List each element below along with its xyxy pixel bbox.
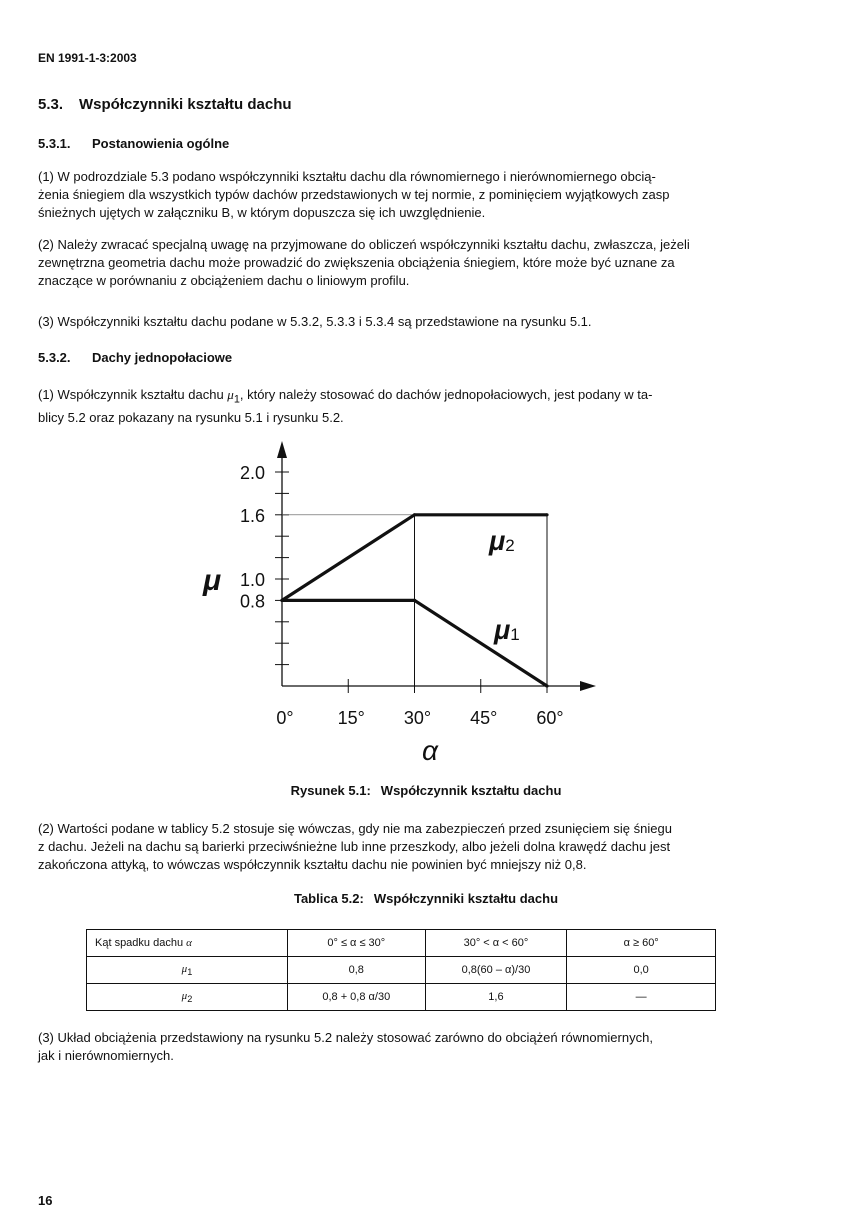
paragraph-line: (3) Układ obciążenia przedstawiony na rysunku 5.2 należy stosować zarówno do obciążeń równomiernych,: [38, 1030, 653, 1045]
paragraph-line: (2) Należy zwracać specjalną uwagę na przyjmowane do obliczeń współczynniki kształtu dachu, zwłaszcza, jeżeli: [38, 237, 690, 252]
x-axis-label: α: [422, 735, 438, 766]
y-tick-label: 0.8: [239, 591, 265, 612]
table-row: [87, 957, 716, 984]
x-tick-label: 15°: [337, 708, 365, 728]
paragraph-line: żenia śniegiem dla wszystkich typów dachów przedstawionych w tej normie, z pominięciem wyjątkowych zasp: [38, 187, 670, 202]
paragraph-line: [38, 386, 766, 409]
table-cell: [87, 930, 288, 957]
series-label-subscript: 2: [505, 536, 515, 555]
caption-label: Rysunek 5.1:: [290, 783, 371, 798]
subsection-title: Dachy jednopołaciowe: [92, 350, 233, 365]
x-tick-label: 0°: [276, 708, 294, 728]
shape-coefficient-chart: [0, 430, 852, 770]
paragraph-line: (2) Wartości podane w tablicy 5.2 stosuje się wówczas, gdy nie ma zabezpieczeń przed zsunięciem się śniegu: [38, 821, 672, 836]
y-tick-label: 2.0: [239, 463, 265, 483]
y-axis-label: μ: [202, 564, 222, 597]
table-cell: 0,8(60 – α)/30: [425, 957, 567, 984]
caption-text: Współczynnik kształtu dachu: [380, 783, 562, 798]
subscript: 1: [233, 393, 240, 406]
x-axis-arrow: [580, 681, 596, 691]
series-label-subscript: 1: [510, 625, 520, 644]
mu-symbol: μ: [181, 962, 188, 975]
subsection-title: Postanowienia ogólne: [92, 136, 230, 151]
subsection-heading-monopitch: [38, 350, 232, 365]
coefficient-table: [86, 929, 716, 1011]
paragraph-line: jak i nierównomiernych.: [38, 1048, 174, 1063]
text-run: (1) Współczynnik kształtu dachu: [38, 387, 228, 402]
text-run: , który należy stosować do dachów jednopołaciowych, jest podany w ta-: [239, 387, 653, 402]
paragraph-2: [38, 236, 766, 290]
series-label-mu1: μ1: [494, 615, 520, 645]
mu-symbol: μ: [181, 989, 188, 1002]
paragraph-4: [38, 386, 766, 427]
data-point: [545, 513, 548, 516]
table-cell: 0,8 + 0,8 α/30: [287, 984, 425, 1011]
subscript: 1: [187, 967, 193, 978]
table-cell: —: [567, 984, 716, 1011]
paragraph-line: śnieżnych ujętych w załączniku B, w którym dopuszcza się ich uwzględnienie.: [38, 205, 486, 220]
table-cell: 0,8: [287, 957, 425, 984]
data-point: [280, 599, 283, 602]
data-point: [413, 599, 416, 602]
caption-label: Tablica 5.2:: [293, 891, 364, 906]
section-number: 5.3.: [38, 96, 64, 113]
subsection-number: 5.3.1.: [38, 136, 71, 151]
document-header: EN 1991-1-3:2003: [38, 51, 137, 65]
paragraph-line: znaczące w porównaniu z obciążeniem dachu o liniowym profilu.: [38, 273, 410, 288]
x-tick-label: 45°: [470, 708, 498, 728]
x-tick-label: 60°: [536, 708, 564, 728]
paragraph-6: [38, 1029, 766, 1065]
mu-symbol: μ: [227, 387, 234, 402]
data-point: [545, 684, 548, 687]
paragraph-line: (1) W podrozdziale 5.3 podano współczynniki kształtu dachu dla równomiernego i nierównomiernego obcią-: [38, 169, 656, 184]
paragraph-1: [38, 168, 766, 222]
paragraph-3: (3) Współczynniki kształtu dachu podane w 5.3.2, 5.3.3 i 5.3.4 są przedstawione na rysunku 5.1.: [38, 314, 592, 329]
caption-text: Współczynniki kształtu dachu: [373, 891, 559, 906]
paragraph-5: [38, 820, 766, 874]
paragraph-line: zakończona attyką, to wówczas współczynnik kształtu dachu nie powinien być mniejszy niż 0,8.: [38, 857, 587, 872]
x-tick-label: 30°: [403, 708, 432, 728]
subsection-heading-general: [38, 136, 229, 151]
table-caption: [0, 891, 852, 906]
text-run: Kąt spadku dachu: [95, 937, 187, 949]
table-cell: [87, 984, 288, 1011]
data-point: [413, 513, 416, 516]
paragraph-line: blicy 5.2 oraz pokazany na rysunku 5.1 i rysunku 5.2.: [38, 409, 344, 425]
y-tick-label: 1.0: [239, 570, 265, 590]
table-cell: 30° < α < 60°: [425, 930, 567, 957]
paragraph-line: zewnętrzna geometria dachu może prowadzić do zwiększenia obciążenia śniegiem, które może być uznane za: [38, 255, 675, 270]
y-tick-label: 1.6: [239, 505, 265, 526]
table-cell: 1,6: [425, 984, 567, 1011]
table-header-row: [87, 930, 716, 957]
alpha-symbol: α: [186, 937, 192, 949]
subscript: 2: [187, 994, 193, 1005]
series-label-mu2: μ2: [489, 526, 515, 556]
table-row: [87, 984, 716, 1011]
figure-caption: [0, 783, 852, 798]
table-cell: 0,0: [567, 957, 716, 984]
y-axis-arrow: [277, 441, 287, 458]
subsection-number: 5.3.2.: [38, 350, 71, 365]
table-cell: α ≥ 60°: [567, 930, 716, 957]
table-cell: [87, 957, 288, 984]
section-heading: [38, 96, 292, 113]
page-number: 16: [38, 1193, 53, 1208]
paragraph-line: z dachu. Jeżeli na dachu są barierki przeciwśnieżne lub inne przeszkody, albo jeżeli dolna krawędź dachu jest: [38, 839, 671, 854]
table-cell: 0° ≤ α ≤ 30°: [287, 930, 425, 957]
section-title: Współczynniki kształtu dachu: [79, 96, 292, 113]
